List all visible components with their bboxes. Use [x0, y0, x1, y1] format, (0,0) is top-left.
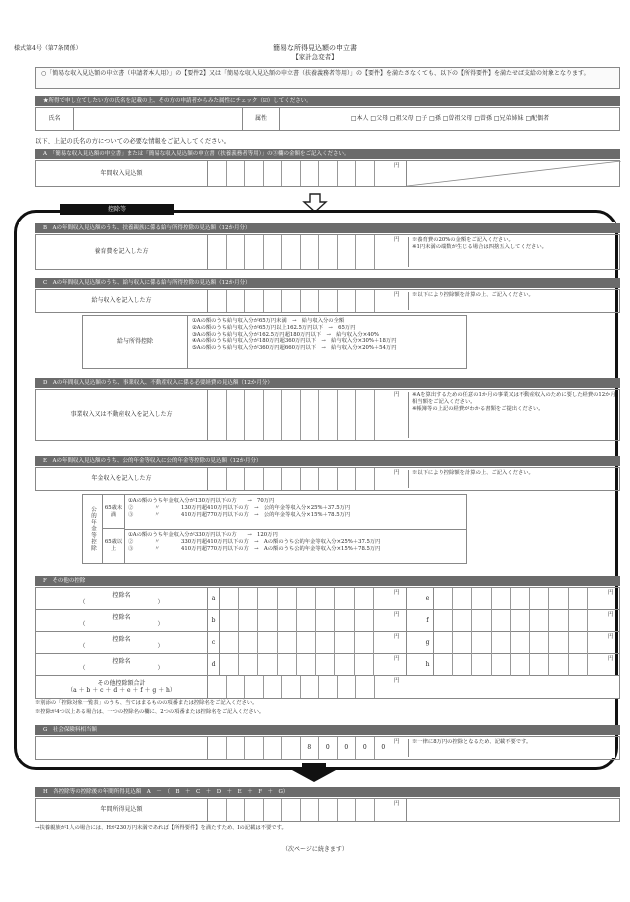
- section-b-yen: 円: [394, 237, 400, 243]
- page-subtitle: 【家計急変者】: [292, 53, 338, 61]
- section-g-row: 8 0 0 0 0 円 ※一律に8万円の控除となるため、記載不要です。: [35, 736, 620, 760]
- section-d-amount-input[interactable]: [208, 390, 392, 440]
- section-c-yen: 円: [394, 292, 400, 298]
- pension-over-65-rules: ①Aの額のうち年金収入分が330万円以下の方 → 120万円 ② 〃 330万円超410万円以下の方 → Aの額のうち公的年金等収入分×25%＋37.5万円 ③ 〃 410万円超770万円以下の方 → Aの額のうち公的年金等収入分×15%＋78.5万円: [128, 532, 381, 552]
- section-e-row: [35, 467, 620, 491]
- age-over-65-label: 65歳以上: [103, 529, 125, 563]
- letter-a: a: [208, 588, 220, 610]
- section-c-row: [35, 289, 620, 313]
- section-a-label: 年間収入見込額: [36, 161, 208, 186]
- section-b-header: B Aの年間収入見込額のうち、扶養親族に係る給与所得控除の見込額（12か月分）: [35, 223, 620, 233]
- section-c-amount-input[interactable]: [208, 290, 392, 312]
- section-h-footnote: →扶養親族が1人の場合には、Hが230万円未満であれば【所得要件】を満たすため、Iの記載は不要です。: [35, 825, 287, 831]
- section-b-note: ※養育費の20%の金額をご記入ください。 ※1円未満の端数が生じる場合は四捨五入してください。: [408, 237, 618, 267]
- salary-deduction-rules: ①Aの額のうち給与収入分が65万円未満 → 給与収入分の全額 ②Aの額のうち給与収入分が65万円以上162.5万円以下 → 65万円 ③Aの額のうち給与収入分が162.5万円超180万円以下 → 給与収入分×40% ④Aの額のうち給与収入分が180万円超360万円以下 → 給与収入分×30%＋18万円 ⑤Aの額のうち給与収入分が360万円超660万円以下 → 給与収入分×20%＋54万円: [192, 318, 397, 352]
- section-a-row: [35, 160, 620, 187]
- section-b-row: [35, 234, 620, 270]
- diagonal-line-icon: [407, 161, 621, 186]
- letter-b: b: [208, 610, 220, 632]
- section-e-amount-input[interactable]: [208, 468, 392, 490]
- lead-text: 以下、上記の氏名の方についての必要な情報をご記入してください。: [35, 138, 231, 145]
- deduction-name-c[interactable]: 控除名 （ ）: [36, 632, 208, 654]
- deduction-name-d[interactable]: 控除名 （ ）: [36, 654, 208, 676]
- attr-label: 属性: [242, 108, 280, 130]
- section-b-label: 養育費を記入した方: [36, 235, 208, 269]
- down-arrow-solid-icon: [290, 763, 338, 786]
- section-h-amount-input[interactable]: [208, 799, 392, 821]
- deduction-total-input[interactable]: [208, 676, 392, 698]
- section-e-yen: 円: [394, 470, 400, 476]
- continue-footer: （次ページに続きます）: [282, 846, 348, 853]
- pension-under-65-rules: ①Aの額のうち年金収入分が130万円以下の方 → 70万円 ② 〃 130万円超410万円以下の方 → 公的年金等収入分×25%＋37.5万円 ③ 〃 410万円超770万円以下の方 → 公的年金等収入分×15%＋78.5万円: [128, 498, 351, 518]
- deduction-total-label: その他控除額合計 （a ＋ b ＋ c ＋ d ＋ e ＋ f ＋ g ＋ h）: [36, 676, 208, 698]
- section-c-note: ※以下により控除額を計算の上、ご記入ください。: [408, 292, 618, 310]
- section-e-label: 年金収入を記入した方: [36, 468, 208, 490]
- section-f-note-1: ※別添の「控除対象一覧表」のうち、当てはまるものの項番または控除名をご記入ください。: [35, 700, 258, 706]
- deduction-amounts-left-input[interactable]: [220, 588, 392, 676]
- deduction-label: 控除等: [60, 204, 174, 215]
- deduction-amounts-right-input[interactable]: [434, 588, 606, 676]
- section-g-amount: 8 0 0 0 0: [208, 737, 392, 759]
- section-a-yen: 円: [394, 163, 400, 169]
- person-instruction: ★所得で申し立てしたい方の氏名を記載の上、その方の申請者からみた属性にチェック（☑）してください。: [35, 96, 620, 106]
- section-h-row: 年間所得見込額 円: [35, 798, 620, 822]
- section-d-yen: 円: [394, 392, 400, 398]
- intro-box: ○「簡易な収入見込額の申立書（申請者本人用）」の【要件2】又は「簡易な収入見込額の申立書（扶養義務者等用）」の【要件】を満たさなくても、以下の【所得要件】を満たせば支給の対象となります。: [35, 67, 620, 89]
- section-f-header: F その他の控除: [35, 576, 620, 586]
- salary-deduction-table: [82, 315, 467, 369]
- salary-deduction-label: 給与所得控除: [83, 316, 188, 368]
- section-b-amount-input[interactable]: [208, 235, 392, 269]
- letter-h: h: [422, 654, 434, 676]
- letter-d: d: [208, 654, 220, 676]
- section-e-note: ※以下により控除額を計算の上、ご記入ください。: [408, 470, 618, 488]
- section-f-note-2: ※控除が4つ以上ある場合は、一つの控除名の欄に、2つの項番または控除名をご記入ください。: [35, 709, 265, 715]
- section-f-table: 控除名 （ ） 控除名 （ ） 控除名 （ ） 控除名 （ ） その他控除額合計 （a ＋ b ＋ c ＋ d ＋ e ＋ f ＋ g ＋ h） a b c d 円 円 円 円 円 e f g h 円 円 円 円: [35, 587, 620, 699]
- section-h-header: H 各控除等の控除後の年間所得見込額 A － （ B ＋ C ＋ D ＋ E ＋ F ＋ G）: [35, 787, 620, 797]
- letter-c: c: [208, 632, 220, 654]
- age-under-65-label: 65歳未満: [103, 495, 125, 529]
- letter-f: f: [422, 610, 434, 632]
- section-d-note: ※Aを算出するための任意の1か月の事業又は不動産収入のために要した経費の12か月相当額をご記入ください。 ※帳簿等の上記の経費がわかる書類をご提出ください。: [408, 392, 618, 438]
- person-row: [35, 107, 620, 131]
- deduction-name-a[interactable]: 控除名 （ ）: [36, 588, 208, 610]
- name-label: 氏名: [36, 108, 74, 130]
- name-field[interactable]: [74, 108, 242, 130]
- section-d-header: D Aの年間収入見込額のうち、事業収入、不動産収入に係る必要経費の見込額（12か月分）: [35, 378, 620, 388]
- section-d-row: [35, 389, 620, 441]
- form-number: 様式第4号（第7条関係）: [14, 45, 82, 52]
- letter-g: g: [422, 632, 434, 654]
- section-d-label: 事業収入又は不動産収入を記入した方: [36, 390, 208, 440]
- deduction-name-b[interactable]: 控除名 （ ）: [36, 610, 208, 632]
- section-a-amount-input[interactable]: [208, 161, 392, 186]
- section-g-header: G 社会保険料相当額: [35, 725, 620, 735]
- section-g-note: ※一律に8万円の控除となるため、記載不要です。: [408, 739, 618, 757]
- section-h-label: 年間所得見込額: [36, 799, 208, 821]
- section-c-label: 給与収入を記入した方: [36, 290, 208, 312]
- section-a-header: A 「簡易な収入見込額の申立書」または「簡易な収入見込額の申立書（扶養義務者等用）」の③欄の金額をご記入ください。: [35, 149, 620, 159]
- page-title: 簡易な所得見込額の申立書: [273, 44, 357, 52]
- section-e-header: E Aの年間収入見込額のうち、公的年金等収入に公的年金等控除の見込額（12か月分）: [35, 456, 620, 466]
- section-c-header: C Aの年間収入見込額のうち、給与収入に係る給与所得控除の見込額（12か月分）: [35, 278, 620, 288]
- letter-e: e: [422, 588, 434, 610]
- pension-deduction-table: [82, 494, 467, 564]
- section-a-diagonal: [406, 161, 620, 186]
- attr-checkboxes[interactable]: □本人 □父母 □祖父母 □子 □孫 □曽祖父母 □曽孫 □兄弟姉妹 □配偶者: [350, 115, 550, 123]
- pension-side-label: 公的年金等控除: [83, 495, 103, 563]
